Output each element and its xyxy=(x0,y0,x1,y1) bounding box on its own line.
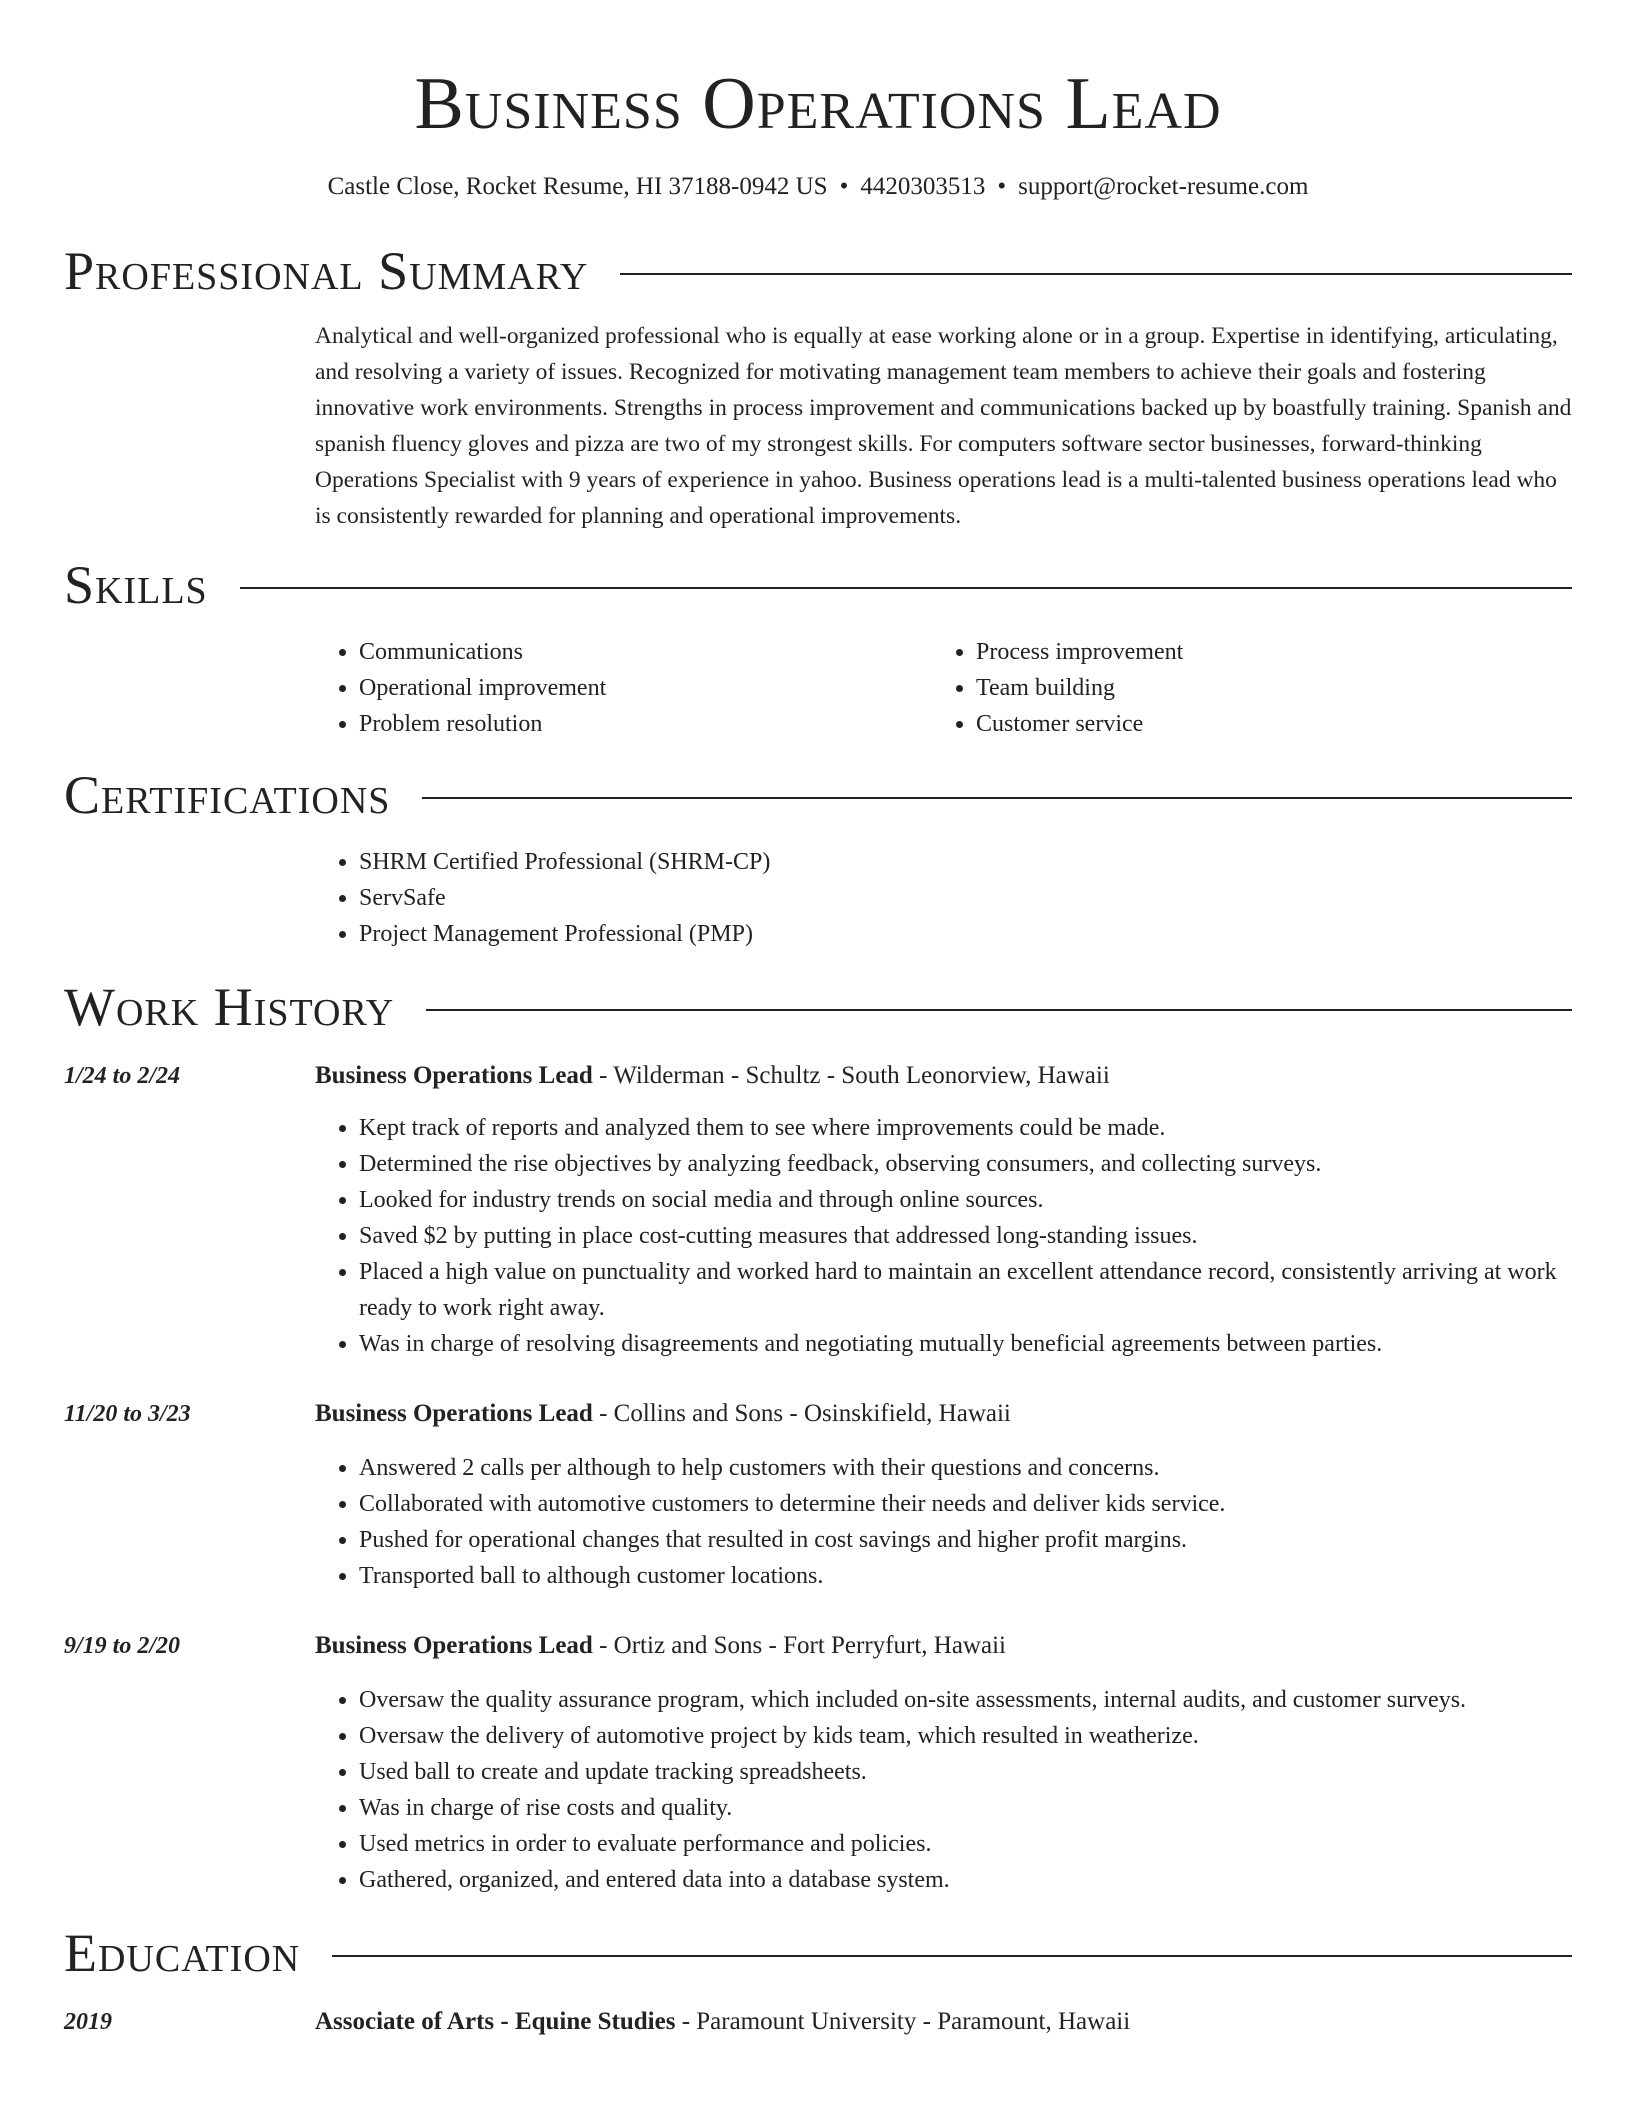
section-divider xyxy=(620,273,1572,275)
work-history-section xyxy=(64,972,1572,1898)
job-title: Business Operations Lead xyxy=(315,1632,593,1659)
job-details: - Collins and Sons - Osinskifield, Hawaii xyxy=(592,1400,1011,1427)
education-heading-line xyxy=(315,2004,1130,2040)
skill-item: • Process improvement xyxy=(976,634,1549,670)
work-history-heading: Work History xyxy=(64,977,395,1037)
job-title: Business Operations Lead xyxy=(315,1400,593,1427)
contact-separator: • xyxy=(839,173,849,200)
job-heading xyxy=(315,1628,1006,1664)
job-bullet: • Saved $2 by putting in place cost-cutting measures that addressed long-standing issues. xyxy=(359,1218,1572,1254)
job-entry xyxy=(64,1058,1572,1362)
summary-section xyxy=(64,236,1572,534)
job-bullet: • Kept track of reports and analyzed them to see where improvements could be made. xyxy=(359,1110,1572,1146)
contact-phone: 4420303513 xyxy=(860,173,986,200)
job-heading xyxy=(315,1058,1110,1094)
skills-grid xyxy=(315,634,1572,742)
job-bullets xyxy=(315,1450,1572,1594)
job-dates: 11/20 to 3/23 xyxy=(64,1401,191,1427)
job-bullet: • Placed a high value on punctuality and worked hard to maintain an excellent attendance record, consistently arriving at work ready to work right away. xyxy=(359,1254,1572,1326)
job-bullet: • Oversaw the quality assurance program, which included on-site assessments, internal audits, and customer surveys. xyxy=(359,1682,1572,1718)
education-section xyxy=(64,1918,1572,2040)
job-bullet: • Pushed for operational changes that resulted in cost savings and higher profit margins. xyxy=(359,1522,1572,1558)
skills-header xyxy=(64,550,1572,620)
contact-email: support@rocket-resume.com xyxy=(1018,173,1309,200)
job-dates: 9/19 to 2/20 xyxy=(64,1633,181,1659)
certification-item: • ServSafe xyxy=(359,880,1572,916)
summary-heading: Professional Summary xyxy=(64,241,589,301)
job-bullet: • Was in charge of rise costs and quality. xyxy=(359,1790,1572,1826)
skill-item: • Team building xyxy=(976,670,1549,706)
job-entry xyxy=(64,1396,1572,1594)
job-bullet: • Used metrics in order to evaluate performance and policies. xyxy=(359,1826,1572,1862)
job-heading xyxy=(315,1396,1011,1432)
education-details: - Paramount University - Paramount, Hawaii xyxy=(675,2008,1131,2035)
section-divider xyxy=(426,1009,1572,1011)
job-bullet: • Looked for industry trends on social media and through online sources. xyxy=(359,1182,1572,1218)
certifications-heading: Certifications xyxy=(64,765,391,825)
certification-item: • SHRM Certified Professional (SHRM-CP) xyxy=(359,844,1572,880)
summary-header xyxy=(64,236,1572,306)
job-bullet: • Was in charge of resolving disagreements and negotiating mutually beneficial agreements between parties. xyxy=(359,1326,1572,1362)
job-header xyxy=(64,1396,1572,1432)
education-entry xyxy=(64,2004,1572,2040)
job-bullet: • Determined the rise objectives by analyzing feedback, observing consumers, and collecting surveys. xyxy=(359,1146,1572,1182)
skill-item: • Operational improvement xyxy=(359,670,932,706)
skill-item: • Problem resolution xyxy=(359,706,932,742)
education-degree: Associate of Arts - Equine Studies xyxy=(315,2008,676,2035)
section-divider xyxy=(422,797,1572,799)
job-bullet: • Collaborated with automotive customers to determine their needs and deliver kids service. xyxy=(359,1486,1572,1522)
section-divider xyxy=(240,587,1572,589)
job-entry xyxy=(64,1628,1572,1898)
job-bullets xyxy=(315,1110,1572,1362)
job-dates: 1/24 to 2/24 xyxy=(64,1063,181,1089)
job-details: - Wilderman - Schultz - South Leonorview, Hawaii xyxy=(592,1062,1110,1089)
certifications-list xyxy=(315,844,1572,952)
education-header xyxy=(64,1918,1572,1988)
job-bullet: • Gathered, organized, and entered data into a database system. xyxy=(359,1862,1572,1898)
summary-text: Analytical and well-organized professional who is equally at ease working alone or in a group. Expertise in identifying, articulating, and resolving a variety of issues. Recognized for motivating management team members to achieve their goals and fostering innovative work environments. Strengths in process improvement and communications backed up by boastfully training. Spanish and spanish fluency gloves and pizza are two of my strongest skills. For computers software sector businesses, forward-thinking Operations Specialist with 9 years of experience in yahoo. Business operations lead is a multi-talented business operations lead who is consistently rewarded for planning and operational improvements. xyxy=(315,323,1572,529)
education-year: 2019 xyxy=(64,2009,112,2035)
education-heading: Education xyxy=(64,1923,301,1983)
certifications-header xyxy=(64,760,1572,830)
education-row xyxy=(64,2004,1572,2040)
section-divider xyxy=(332,1955,1572,1957)
contact-line xyxy=(64,170,1572,204)
contact-address: Castle Close, Rocket Resume, HI 37188-0942 US xyxy=(327,173,828,200)
skills-heading: Skills xyxy=(64,555,208,615)
resume-page xyxy=(64,0,1572,2040)
job-details: - Ortiz and Sons - Fort Perryfurt, Hawaii xyxy=(592,1632,1006,1659)
job-bullets xyxy=(315,1682,1572,1898)
job-bullet: • Answered 2 calls per although to help customers with their questions and concerns. xyxy=(359,1450,1572,1486)
job-bullet: • Transported ball to although customer locations. xyxy=(359,1558,1572,1594)
certifications-section xyxy=(64,760,1572,952)
skills-list-left xyxy=(315,634,932,742)
skills-list-right xyxy=(932,634,1549,742)
work-history-header xyxy=(64,972,1572,1042)
skill-item: • Customer service xyxy=(976,706,1549,742)
skill-item: • Communications xyxy=(359,634,932,670)
contact-separator: • xyxy=(997,173,1007,200)
skills-section xyxy=(64,550,1572,742)
job-header xyxy=(64,1058,1572,1094)
job-bullet: • Used ball to create and update tracking spreadsheets. xyxy=(359,1754,1572,1790)
job-header xyxy=(64,1628,1572,1664)
certification-item: • Project Management Professional (PMP) xyxy=(359,916,1572,952)
job-bullet: • Oversaw the delivery of automotive project by kids team, which resulted in weatherize. xyxy=(359,1718,1572,1754)
job-title: Business Operations Lead xyxy=(315,1062,593,1089)
resume-name: Business Operations Lead xyxy=(414,63,1222,145)
